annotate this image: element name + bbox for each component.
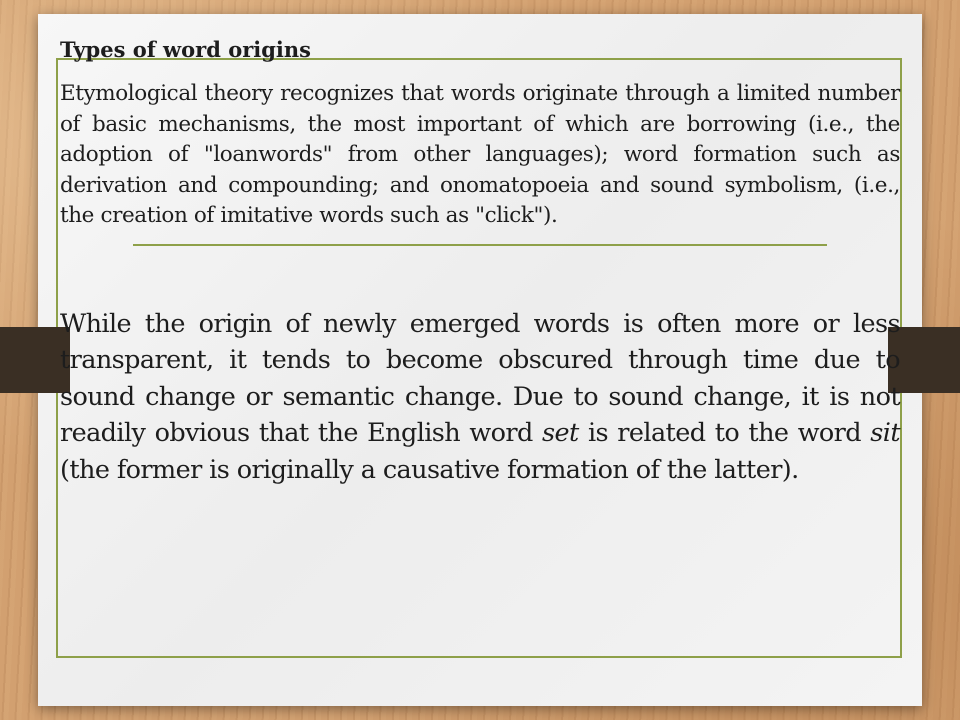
paragraph-text: (the former is originally a causative formation of the latter). [60, 454, 799, 485]
paragraph-etymology: Etymological theory recognizes that words originate through a limited number of basic mechanisms, the most important of which are borrowing (i.e., the adoption of "loanwords" from other languages); word formation such as derivation and compounding; and onomatopoeia and sound symbolism, (i.e., the creation of imitative words such as "click"). [60, 81, 900, 228]
slide-title: Types of word origins [60, 37, 311, 62]
paragraph-word-origin [60, 306, 900, 489]
italic-word-sit: sit [870, 418, 900, 448]
slide-content [60, 35, 900, 488]
paragraph-text: While the origin of newly emerged words is often more or less transparent, it tends to become obscured through time due to sound change or semantic change. Due to sound change, it is not readily obvious that the English word [60, 308, 900, 448]
paragraph-text: is related to the word [578, 418, 871, 448]
italic-word-set: set [542, 418, 579, 448]
